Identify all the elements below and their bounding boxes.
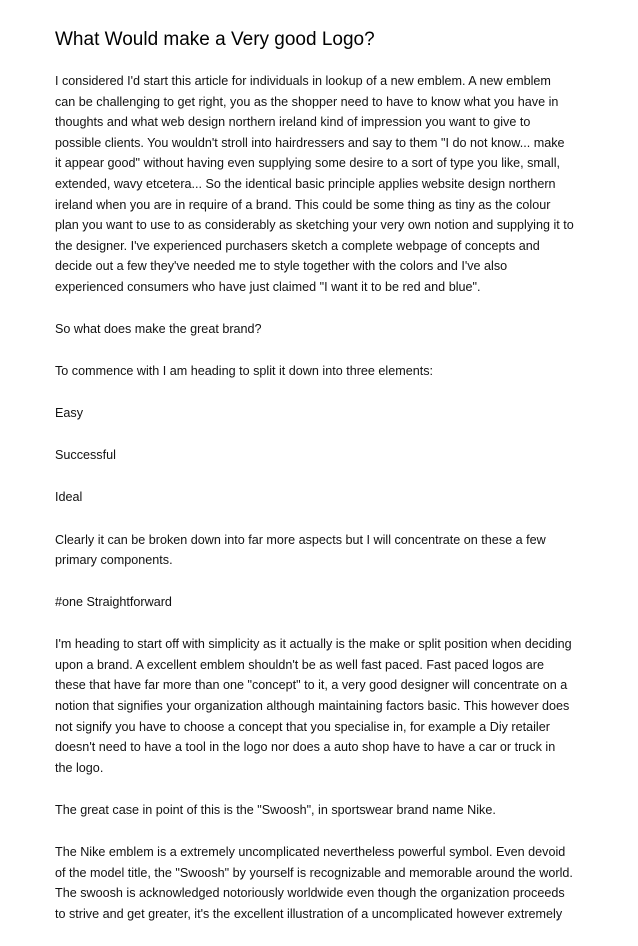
paragraph	[55, 319, 595, 340]
text-line: Ideal	[55, 490, 83, 505]
paragraph	[55, 800, 595, 821]
text-line: The swoosh is acknowledged notoriously worldwide even though the organization proceeds	[55, 886, 565, 901]
text-line: #one Straightforward	[55, 595, 172, 610]
text-line: ireland when you are in require of a brand. This could be some thing as tiny as the colour	[55, 197, 551, 212]
text-line: upon a brand. A excellent emblem shouldn't be as well fast paced. Fast paced logos are	[55, 657, 544, 672]
paragraph	[55, 361, 595, 382]
text-line: experienced consumers who have just claimed "I want it to be red and blue".	[55, 279, 481, 294]
text-line: I'm heading to start off with simplicity as it actually is the make or split position when deciding	[55, 637, 572, 652]
document-title: What Would make a Very good Logo?	[55, 29, 375, 50]
paragraph	[55, 634, 595, 778]
text-line: it appear good" without having even supplying some desire to a sort of type you like, small,	[55, 156, 561, 171]
text-line: decide out a few they've needed me to style together with the colors and I've also	[55, 259, 508, 274]
text-line: the designer. I've experienced purchasers sketch a complete webpage of concepts and	[55, 238, 540, 253]
text-line: Successful	[55, 448, 116, 463]
text-line: Easy	[55, 406, 83, 421]
text-line: The great case in point of this is the "Swoosh", in sportswear brand name Nike.	[55, 802, 496, 817]
text-line: primary components.	[55, 553, 173, 568]
text-line: To commence with I am heading to split it down into three elements:	[55, 364, 434, 379]
text-line: of the model title, the "Swoosh" by yourself is recognizable and memorable around the world.	[55, 865, 573, 880]
document-body	[55, 71, 595, 924]
text-line: So what does make the great brand?	[55, 322, 262, 337]
text-line: I considered I'd start this article for individuals in lookup of a new emblem. A new emblem	[55, 74, 551, 88]
paragraph	[55, 530, 595, 571]
text-line: doesn't need to have a tool in the logo nor does a auto shop have to have a car or truck in	[55, 740, 556, 755]
text-line: plan you want to use to as considerably as sketching your very own notion and supplying it to	[55, 218, 574, 233]
text-line: to strive and get greater, it's the excellent illustration of a uncomplicated however extremely	[55, 906, 563, 921]
text-line: notion that signifies your organization although maintaining factors basic. This however does	[55, 699, 570, 714]
paragraph	[55, 445, 595, 466]
paragraph	[55, 487, 595, 508]
paragraph	[55, 403, 595, 424]
paragraph	[55, 592, 595, 613]
text-line: not signify you have to choose a concept that you specialise in, for example a Diy retailer	[55, 719, 550, 734]
text-line: possible clients. You wouldn't stroll into hairdressers and say to them "I do not know... make	[55, 135, 565, 150]
text-line: these that have far more than one "concept" to it, a very good designer will concentrate on a	[55, 678, 568, 693]
text-line: The Nike emblem is a extremely uncomplicated nevertheless powerful symbol. Even devoid	[55, 845, 566, 860]
text-line: extended, wavy etcetera... So the identical basic principle applies website design northern	[55, 176, 556, 191]
paragraph	[55, 71, 595, 298]
text-line: Clearly it can be broken down into far more aspects but I will concentrate on these a few	[55, 532, 546, 547]
document-page	[55, 28, 595, 946]
text-line: can be challenging to get right, you as the shopper need to have to know what you have in	[55, 94, 559, 109]
text-line: the logo.	[55, 760, 104, 775]
paragraph	[55, 842, 595, 924]
text-line: thoughts and what web design northern ireland kind of impression you want to give to	[55, 115, 531, 130]
